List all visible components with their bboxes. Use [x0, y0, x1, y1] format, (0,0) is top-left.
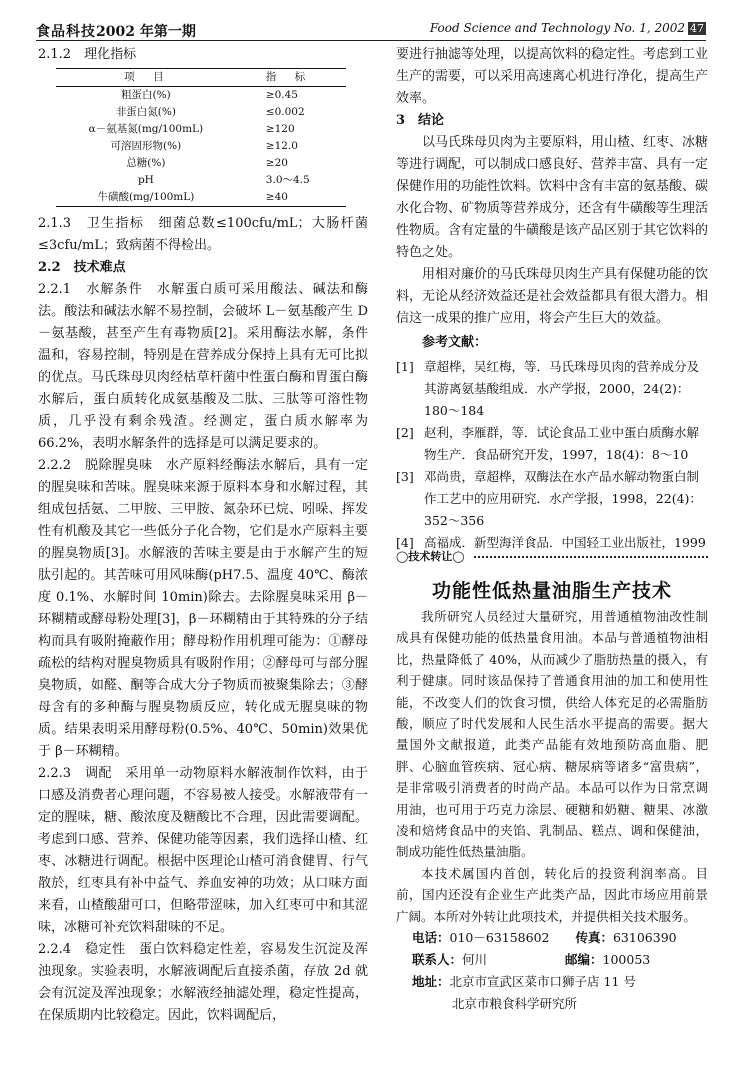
issue-label: 2002 年第一期 — [96, 24, 196, 40]
journal-brand: 食品科技 — [36, 24, 96, 40]
section-2-2-1-paragraph: 2.2.1 水解条件 水解蛋白质可采用酸法、碱法和酶法。酸法和碱法水解不易控制，会破坏 L－氨基酸产生 D－氨基酸，甚至产生有毒物质[2]。采用酶法水解，条件温和，容易控制，特别是在营养成分保持上具有无可比拟的优点。马氏珠母贝肉经枯草杆菌中性蛋白酶和胃蛋白酶水解后，蛋白质转化成氨基酸及二肽、三肽等可溶性物质，几乎没有剩余残渣。经测定，蛋白质水解率为 66.2%，表明水解条件的选择是可以满足要求的。 — [38, 282, 368, 451]
table-cell-value: 3.0～4.5 — [265, 174, 310, 186]
table-row — [56, 189, 346, 207]
table-cell-item: α－氨基氮(mg/100mL) — [88, 123, 204, 135]
header-right — [430, 21, 706, 35]
reference-text: 邓尚贵，章超桦，双酶法在水产品水解动物蛋白制作工艺中的应用研究．水产学报，1998，22(4)：352～356 — [424, 469, 702, 528]
page-number: 47 — [690, 22, 704, 35]
reference-item — [396, 356, 708, 422]
tech-paragraph-1: 我所研究人员经过大量研究，用普通植物油改性制成具有保健功能的低热量食用油。本品与普通植物油相比，热量降低了 40%，从而减少了脂肪热量的摄入，有利于健康。同时该品保持了普通食用油的加工和使用性能，不改变人们的饮食习惯，供给人体充足的必需脂肪酸，顺应了时代发展和人民生活水平提高的需要。据大量国外文献报道，此类产品能有效地预防高血脂、肥胖、心脑血管疾病、冠心病、糖尿病等诸多“富贵病”，是非常吸引消费者的时尚产品。本品可以作为日常烹调用油，也可用于巧克力涂层、硬糖和奶糖、糖果、冰激凌和焙烤食品中的夹馅、乳制品、糕点、调和保健油，制成功能性低热量油脂。 — [396, 609, 708, 860]
table-header-value: 指 标 — [236, 69, 346, 87]
reference-text: 章超桦，吴红梅，等．马氏珠母贝肉的营养成分及其游离氨基酸组成．水产学报，2000，24(2)：180～184 — [424, 359, 700, 418]
page-header — [0, 0, 740, 38]
table-row — [56, 104, 346, 121]
contact-row — [412, 949, 708, 971]
table-cell-value: ≥40 — [236, 189, 346, 207]
journal-title-en: Food Science and Technology No. 1, 2002 — [429, 21, 685, 35]
zip-value: 100053 — [602, 952, 651, 968]
table-cell-value: ≥0.45 — [265, 89, 298, 101]
tech-transfer-title: 功能性低热量油脂生产技术 — [431, 580, 672, 602]
table-header-item: 项 目 — [56, 69, 236, 87]
section-2-2-3-paragraph: 2.2.3 调配 采用单一动物原料水解液制作饮料，由于口感及消费者心理问题，不容易被人接受。水解液带有一定的腥味，糖、酸浓度及糖酸比不合理，因此需要调配。考虑到口感、营养、保健功能等因素，我们选择山楂、红枣、冰糖进行调配。根据中医理论山楂可消食健胃、行气散於，红枣具有补中益气、养血安神的功效；从口味方面来看，山楂酸甜可口，但略带涩味，加入红枣可中和其涩味，冰糖可补充饮料甜味的不足。 — [38, 766, 368, 935]
section-2-2-2-paragraph: 2.2.2 脱除腥臭味 水产原料经酶法水解后，具有一定的腥臭味和苦味。腥臭味来源于原料本身和水解过程，其组成包括氨、二甲胺、三甲胺、氮杂环已烷、吲哚、挥发性有机酸及其它一些低分子化合物，它们是水产原料主要的腥臭物质[3]。水解液的苦味主要是由于水解产生的短肽引起的。其苦味可用风味酶(pH7.5、温度 40℃、酶浓度 0.1%、水解时间 10min)除去。去除腥臭味采用 β－环糊精或酵母粉处理[3]，β－环糊精由于其特殊的分子结构而具有吸附掩蔽作用；酵母粉作用机理可能为：①酵母疏松的结构对腥臭物质具有吸附作用；②酵母可与部分腥臭物质，如醛、酮等合成大分子物质而被聚集除去；③酵母含有的多种酶与腥臭物质反应，转化成无腥臭味的物质。结果表明采用酵母粉(0.5%、40℃、50min)效果优于 β－环糊精。 — [38, 458, 368, 759]
table-cell-item: 牛磺酸(mg/100mL) — [56, 189, 236, 207]
physchem-table — [56, 68, 346, 207]
table-header-row — [56, 69, 346, 87]
table-cell-value: ≥20 — [265, 157, 288, 169]
address-row-2 — [412, 993, 708, 1015]
table-cell-value: ≤0.002 — [265, 106, 305, 118]
table-cell-item: 可溶固形物(%) — [110, 140, 182, 152]
header-left — [36, 21, 196, 41]
section-2-2-4-paragraph: 2.2.4 稳定性 蛋白饮料稳定性差，容易发生沉淀及浑浊现象。实验表明，水解液调配后直接杀菌，存放 2d 就会有沉淀及浑浊现象；水解液经抽滤处理，稳定性提高，在保质期内比较稳定。因此，饮料调配后， — [38, 942, 368, 1023]
reference-item — [396, 422, 708, 466]
table-cell-item: 粗蛋白(%) — [121, 89, 171, 101]
address-row — [412, 971, 708, 993]
contact-block — [412, 927, 708, 1015]
table-cell-item: 总糖(%) — [126, 157, 166, 169]
fax-value: 63106390 — [612, 930, 677, 946]
reference-item — [396, 466, 708, 532]
header-rule — [36, 40, 706, 41]
conclusion-paragraph-1: 以马氏珠母贝肉为主要原料，用山楂、红枣、冰糖等进行调配，可以制成口感良好、营养丰富、具有一定保健作用的功能性饮料。饮料中含有丰富的氨基酸、碳水化合物、矿物质等营养成分，还含有牛磺酸等生理活性物质。含有定量的牛磺酸是该产品区别于其它饮料的特色之处。 — [396, 135, 709, 260]
reference-number: [2] — [396, 425, 414, 440]
phone-row — [412, 927, 708, 949]
table-row — [56, 138, 346, 155]
table-cell-value: ≥12.0 — [265, 140, 298, 152]
table-row — [56, 121, 346, 138]
section-2-1-2-heading: 2.1.2 理化指标 — [38, 47, 137, 62]
table-cell-value: ≥120 — [265, 123, 295, 135]
fax-label: 传真： — [575, 930, 613, 946]
phone-label: 电话： — [412, 930, 450, 946]
address-line-2: 北京市粮食科学研究所 — [452, 996, 578, 1012]
phone-value: 010－63158602 — [449, 930, 550, 946]
zip-label: 邮编： — [565, 952, 603, 968]
section-2-1-3-paragraph: 2.1.3 卫生指标 细菌总数≤100cfu/mL；大肠杆菌≤3cfu/mL；致病菌不得检出。 — [38, 216, 368, 253]
table-row — [56, 155, 346, 172]
conclusion-paragraph-2: 用相对廉价的马氏珠母贝肉生产具有保健功能的饮料，无论从经济效益还是社会效益都具有很大潜力。相信这一成果的推广应用，将会产生巨大的效益。 — [396, 267, 709, 326]
contact-label: 联系人： — [412, 952, 463, 968]
section-2-2-heading: 2.2 技术难点 — [38, 260, 126, 275]
reference-number: [4] — [396, 535, 414, 550]
address-label: 地址： — [412, 974, 450, 990]
table-row — [56, 87, 346, 105]
references-heading: 参考文献： — [422, 335, 488, 350]
decorative-divider — [474, 556, 708, 558]
continued-paragraph: 要进行抽滤等处理，以提高饮料的稳定性。考虑到工业生产的需要，可以采用高速离心机进行净化，提高生产效率。 — [396, 47, 709, 106]
table-cell-item: 非蛋白氮(%) — [115, 106, 176, 118]
address-line-1: 北京市宣武区菜市口狮子店 11 号 — [449, 974, 636, 990]
contact-value: 何川 — [462, 952, 488, 968]
tech-transfer-body — [396, 606, 708, 1015]
reference-text: 高福成．新型海洋食品．中国轻工业出版社，1999 — [424, 535, 706, 550]
table-cell-item: pH — [137, 174, 154, 186]
reference-number: [1] — [396, 359, 414, 374]
tech-transfer-box — [396, 548, 708, 1022]
reference-number: [3] — [396, 469, 414, 484]
right-column — [396, 44, 708, 554]
left-column — [38, 44, 368, 1027]
tech-transfer-tag: ◯技术转让◯ — [396, 550, 465, 563]
section-3-heading: 3 结论 — [396, 113, 445, 128]
table-row — [56, 172, 346, 189]
tech-paragraph-2: 本技术属国内首创，转化后的投资利润率高。目前，国内还没有企业生产此类产品，因此市场应用前景广阔。本所对外转让此项技术，并提供相关技术服务。 — [396, 865, 708, 924]
reference-text: 赵利，李雁群，等．试论食品工业中蛋白质酶水解物生产．食品研究开发，1997，18(4)：8～10 — [424, 425, 700, 462]
